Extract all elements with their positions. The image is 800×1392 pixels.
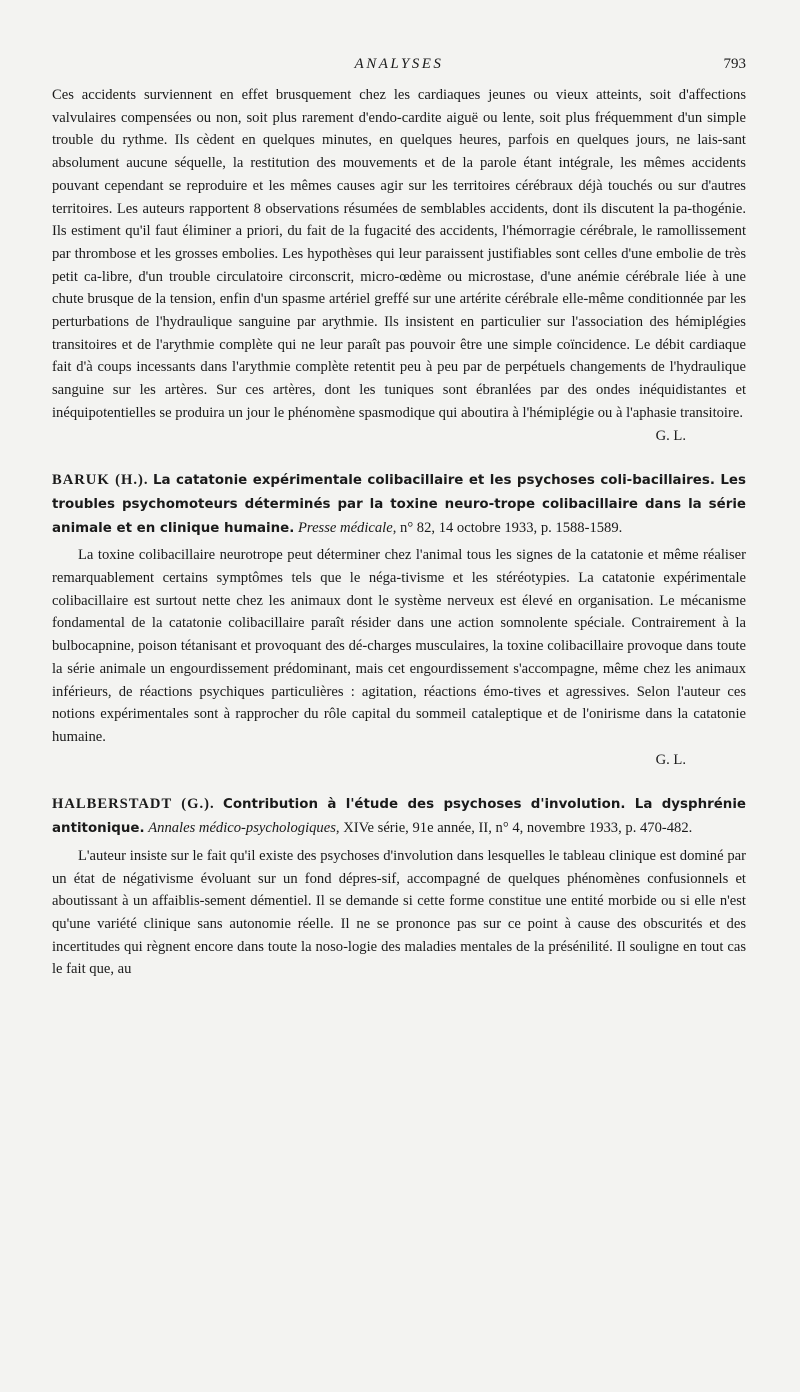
review-heading: [52, 793, 746, 840]
review-title: La catatonie expérimentale colibacillaire et les psychoses coli-bacillaires. Les troubles psychomoteurs déterminés par la toxine neuro-trope colibacillaire dans la série animale et en clinique humaine.: [52, 473, 746, 536]
review-body: L'auteur insiste sur le fait qu'il existe des psychoses d'involution dans lesquelles le tableau clinique est dominé par un état de négativisme évoluant sur un fond dépres-sif, accompagné de quelques phénomènes confusionnels et aboutissant à un affaiblis-sement démentiel. Il se demande si cette forme constitue une entité morbide ou si elle n'est qu'une variété clinique sans autonomie réelle. Il ne se prononce pas sur ce point à cause des obscurités et des incertitudes qui règnent encore dans toute la noso-logie des maladies mentales de la présénilité. Il souligne en tout cas le fait que, au: [52, 847, 746, 978]
review-heading: [52, 469, 746, 540]
review-author: BARUK (H.).: [52, 472, 149, 489]
intro-signature: G. L.: [655, 427, 686, 444]
review-journal: Presse médicale: [298, 519, 393, 536]
review-halberstadt: [52, 793, 746, 981]
review-citation: , XIVe série, 91e année, II, n° 4, novembre 1933, p. 470-482.: [335, 820, 693, 837]
review-signature: G. L.: [655, 751, 686, 768]
intro-paragraph: Ces accidents surviennent en effet brusquement chez les cardiaques jeunes ou vieux atteints, soit d'affections valvulaires compensées ou non, soit plus rarement d'endo-cardite aiguë ou lente, soit plus fréquemment d'un simple trouble du rythme. Ils cèdent en quelques minutes, en quelques heures, parfois en quelques jours, ne lais-sant absolument aucune séquelle, la restitution des mouvements et de la parole étant intégrale, les mêmes accidents pouvant cependant se reproduire et les mêmes causes agir sur les territoires cérébraux déjà touchés ou sur d'autres territoires. Les auteurs rapportent 8 observations résumées de semblables accidents, dont ils discutent la pa-thogénie. Ils estiment qu'il faut éliminer a priori, du fait de la fugacité des accidents, l'hémorragie cérébrale, le ramollissement par thrombose et les grosses embolies. Les hypothèses qui leur paraissent justifiables sont celles d'une embolie de très petit ca-libre, d'un trouble circulatoire circonscrit, micro-œdème ou microstase, d'une anémie cérébrale liée à une chute brusque de la tension, enfin d'un spasme artériel greffé sur une artérite cérébrale elle-même conditionnée par les perturbations de l'hydraulique sanguine par arythmie. Ils insistent en particulier sur l'association des hémiplégies transitoires et de l'arythmie complète qui ne leur paraît pas pouvoir être une simple coïncidence. Le débit cardiaque fait d'à coups incessants dans l'arythmie complète retentit peu à peu par de perpétuels changements de l'hydraulique sanguine sur les artères. Sur ces artères, dont les tuniques sont ébranlées par des ondes inéquidistantes et inéquipotentielles se produira un jour le phénomène spasmodique qui aboutira à l'hémiplégie ou à l'aphasie transitoire.: [52, 87, 746, 421]
review-author: HALBERSTADT (G.).: [52, 796, 215, 813]
review-body: La toxine colibacillaire neurotrope peut déterminer chez l'animal tous les signes de la catatonie et même réaliser remarquablement certains symptômes tels que le néga-tivisme et les stéréotypies. La catatonie expérimentale colibacillaire est surtout nette chez les animaux dont le système nerveux est élevé en organisation. Le mécanisme fondamental de la catatonie colibacillaire paraît résider dans une action somnolente spéciale. Contrairement à la bulbocapnine, poison tétanisant et provoquant des dé-charges musculaires, la toxine colibacillaire provoque dans toute la série animale un engourdissement prédominant, mais cet engourdissement s'accompagne, même chez les animaux inférieurs, de réactions psychiques particulières : agitation, réactions émo-tives et agressives. Selon l'auteur ces notions expérimentales sont à rapprocher du rôle capital du sommeil cataleptique et de l'onirisme dans la catatonie humaine.: [52, 547, 746, 745]
intro-review-continuation: [52, 84, 746, 447]
review-citation: , n° 82, 14 octobre 1933, p. 1588-1589.: [392, 519, 623, 536]
review-baruk: [52, 469, 746, 771]
running-head: [52, 0, 746, 84]
review-journal: Annales médico-psychologiques: [148, 820, 336, 837]
page-number: 793: [723, 56, 746, 72]
review-title: Contribution à l'étude des psychoses d'involution. La dysphrénie antitonique.: [52, 797, 746, 837]
running-title: ANALYSES: [354, 56, 444, 72]
